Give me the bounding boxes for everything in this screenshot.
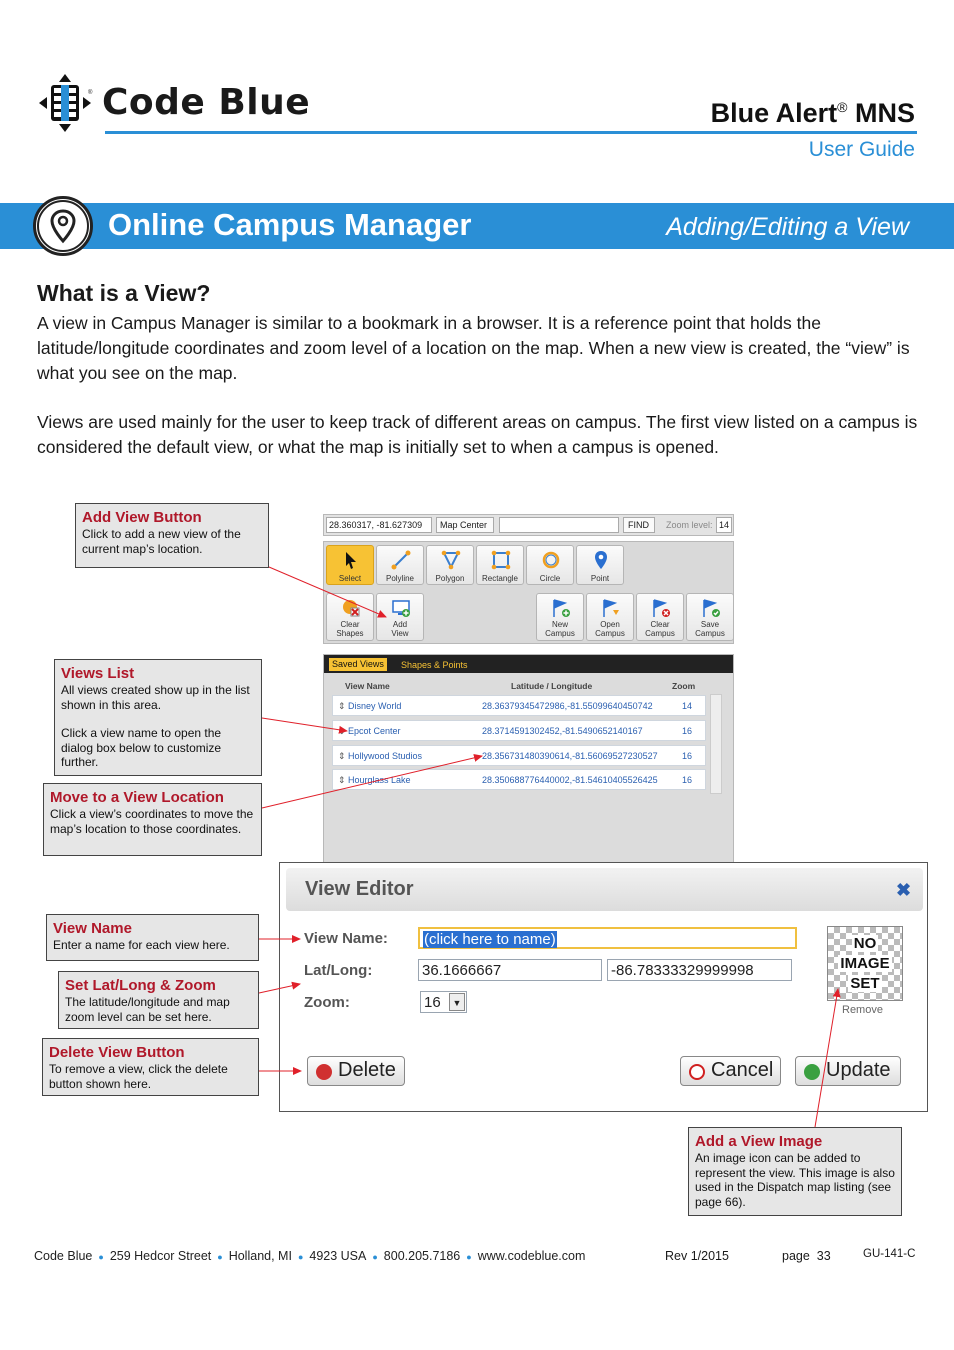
save-campus-button[interactable]: Save Campus [686,593,734,641]
coords-display: 28.360317, -81.627309 [326,517,432,533]
intro-paragraph-1: A view in Campus Manager is similar to a bookmark in a browser. It is a reference point that holds the latitude/longitude coordinates and zoom level of a location on the map. When a new view is created, the “view” is what you see on the map. [37,313,910,383]
polyline-tool[interactable]: Polyline [376,545,424,585]
view-zoom: 14 [682,701,693,711]
chevron-down-icon: ▼ [449,993,465,1011]
view-coords-link[interactable]: 28.356731480390614,-81.56069527230527 [482,751,658,761]
callout-add-view: Add View Button Click to add a new view of the current map’s location. [75,503,269,568]
tab-saved-views[interactable]: Saved Views [329,658,387,671]
latlong-label: Lat/Long: [304,962,373,979]
arrow-move-location [262,756,482,808]
tab-shapes-points[interactable]: Shapes & Points [401,660,468,670]
view-name-link[interactable]: Hollywood Studios [348,751,423,761]
add-view-button[interactable]: Add View [376,593,424,641]
callout-move-location: Move to a View Location Click a view’s coordinates to move the map’s location to those coordinates. [43,783,262,856]
guide-label: User Guide [808,138,915,161]
footer-revision: Rev 1/2015 [665,1249,729,1263]
banner-title: Online Campus Manager [108,207,472,242]
list-item[interactable]: ⇕ Hollywood Studios 28.356731480390614,-81.56069527230527 16 [332,745,706,766]
map-center-button[interactable]: Map Center [436,517,494,533]
callout-view-name: View Name Enter a name for each view here. [46,914,259,961]
col-header-zoom: Zoom [672,681,696,691]
view-zoom: 16 [682,751,693,761]
view-coords-link[interactable]: 28.3714591302452,-81.5490652140167 [482,726,643,736]
new-campus-button[interactable]: New Campus [536,593,584,641]
view-name-link[interactable]: Disney World [348,701,402,711]
arrow-latlong [259,984,300,993]
view-zoom: 16 [682,775,693,785]
view-name-input[interactable]: (click here to name) [418,927,797,949]
close-icon[interactable]: ✖ [896,880,912,900]
point-tool[interactable]: Point [576,545,624,585]
arrow-views-list [262,718,347,731]
banner-subtitle: Adding/Editing a View [666,213,909,241]
zoom-level-value: 14 [716,517,732,533]
view-coords-link[interactable]: 28.36379345472986,-81.55099640450742 [482,701,653,711]
footer-doc-id: GU-141-C [863,1248,916,1260]
clear-campus-button[interactable]: Clear Campus [636,593,684,641]
polygon-tool[interactable]: Polygon [426,545,474,585]
view-editor-title: View Editor [305,878,414,900]
page-footer: Code Blue ● 259 Hedcor Street ● Holland, MI ● 4923 USA ● 800.205.7186 ● www.codeblue.com [34,1249,586,1263]
delete-button[interactable]: Delete [307,1056,405,1086]
update-button[interactable]: Update [795,1056,901,1086]
list-item[interactable]: ⇕ Disney World 28.36379345472986,-81.55099640450742 14 [332,695,706,716]
arrow-view-image [815,989,838,1127]
col-header-latlong: Latitude / Longitude [511,681,593,691]
open-campus-button[interactable]: Open Campus [586,593,634,641]
clear-shapes-button[interactable]: Clear Shapes [326,593,374,641]
product-title: Blue Alert® MNS [710,98,915,128]
section-heading: What is a View? [37,280,211,306]
zoom-label: Zoom: [304,994,350,1011]
intro-paragraph-2: Views are used mainly for the user to keep track of different areas on campus. The first view listed on a campus is considered the default view, or what the map is initially set to when a campus is opened. [37,412,918,457]
registered-mark: ® [88,90,93,96]
no-image-placeholder[interactable]: NO IMAGE SET [827,926,903,1001]
arrow-add-view [269,567,386,617]
view-name-link[interactable]: Hourglass Lake [348,775,411,785]
brand-name: Code Blue [102,82,311,123]
footer-page-number: page 33 [782,1249,831,1263]
cancel-button[interactable]: Cancel [680,1056,781,1086]
callout-views-list: Views List All views created show up in the list shown in this area. Click a view name to open the dialog box below to customize further. [54,659,262,776]
view-zoom: 16 [682,726,693,736]
longitude-input[interactable]: -86.78333329999998 [607,959,792,981]
latitude-input[interactable]: 36.1666667 [418,959,602,981]
zoom-level-label: Zoom level: [666,520,713,530]
list-item[interactable]: ⇕ Hourglass Lake 28.350688776440002,-81.54610405526425 16 [332,769,706,790]
view-name-link[interactable]: Epcot Center [348,726,401,736]
view-coords-link[interactable]: 28.350688776440002,-81.54610405526425 [482,775,658,785]
find-button[interactable]: FIND [623,517,655,533]
callout-delete: Delete View Button To remove a view, click the delete button shown here. [42,1038,259,1096]
remove-image-link[interactable]: Remove [842,1004,883,1016]
list-item[interactable]: ⇕ Epcot Center 28.3714591302452,-81.5490652140167 16 [332,720,706,741]
zoom-select[interactable]: 16 ▼ [420,991,467,1013]
select-tool[interactable]: Select [326,545,374,585]
col-header-name: View Name [345,681,390,691]
callout-view-image: Add a View Image An image icon can be added to represent the view. This image is also used in the Dispatch map listing (see page 66). [688,1127,902,1216]
view-name-label: View Name: [304,930,388,947]
callout-latlong-zoom: Set Lat/Long & Zoom The latitude/longitude and map zoom level can be set here. [58,971,259,1029]
rectangle-tool[interactable]: Rectangle [476,545,524,585]
circle-tool[interactable]: Circle [526,545,574,585]
